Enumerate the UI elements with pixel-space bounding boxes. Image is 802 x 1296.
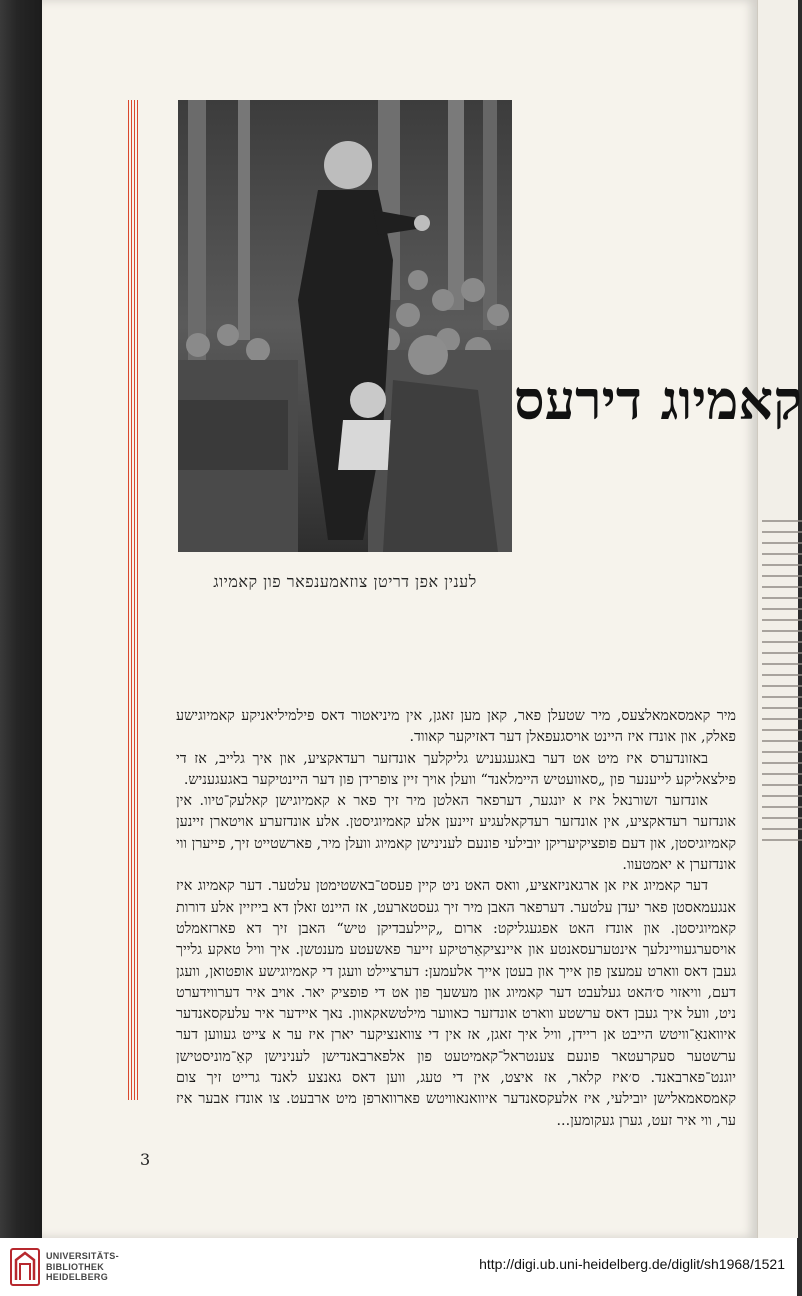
lenin-painting-photo	[178, 100, 512, 552]
photo-illustration	[178, 100, 512, 552]
paragraph-2: באזונדערס איז מיט אט דער באגעגעניש גליקלעך אונדזער רעדאקציע, און איך גלייב, אז די פילצאליקע לייענער פון „סאוועטיש היימלאנד“ וועלן אויך זיין צופרידן פון דער היינטיקער באגעגעניש.	[176, 750, 736, 788]
next-page-text-lines	[762, 520, 802, 850]
page-number: 3	[140, 1150, 151, 1169]
university-seal-icon[interactable]	[10, 1248, 40, 1286]
decorative-border	[128, 100, 140, 1100]
library-name[interactable]: UNIVERSITÄTS- BIBLIOTHEK HEIDELBERG	[46, 1251, 119, 1282]
paragraph-3: אונדזער זשורנאל איז א יונגער, דערפאר האלטן מיר זיך פאר א קאמיוגישן קאלעק־טיוו. אין אונדזער רעדאקציע, אין אונדזער רעדקאלעגיע זיינען אלע קאמיוגיסטן. אלע אונדזערע אויטארן זיינען קאמיוגיסטן, און דעם פופציקיעריקן יובילעי פונעם לענינישן קאמיוג וועלן מיר, פארשטייט זיך, פייערן ווי אונדזערן א יאמטעוו.	[176, 793, 736, 874]
paragraph-1: מיר קאמסאמאלצעס, מיר שטעלן פאר, קאן מען זאגן, אין מיניאטור דאס פילמיליאניקע קאמיוגישע פאלק, און אונדז איז היינט אויסגעפאלן דער דאזיקער קאווד.	[176, 708, 736, 746]
article-body	[176, 706, 736, 1132]
next-page-edge	[513, 0, 802, 1238]
viewer-footer	[0, 1238, 797, 1296]
photo-caption: לענין אפן דריטן צוזאמענפאר פון קאמיוג	[213, 572, 477, 591]
paragraph-4: דער קאמיוג איז אן ארגאניזאציע, וואס האט ניט קיין פעסט־באשטימטן עלטער. דער קאמיוג איז אנגעמאסטן פאר יעדן עלטער. דערפאר האבן מיר זיך געסטארעט, אז היינט זאלן דא בייזיין אלע דורות קאמיוגיסטן. און אונדז האט אפגעגליקט: ארום „קיילעבדיקן טיש“ האבן זיך דא פארזאמלט אויסערגעוויינלעך אינטערעסאנטע און איינציקאַרטיקע זייער פאשעטע מענטשן. איך וויל טאקע גלייך געבן דאס ווארט עמעצן פון אייך און בעטן אייך אלעמען: דערציילט וועגן די קאמיוגישע אופטואן, וועגן דעם, וויאזוי ס׳האט געלעבט דער קאמיוג און מעשעך פון אט די פופציק יאר. אויב איר דערווידערט ניט, וועל איך געבן דאס ערשטע ווארט אונדזער כאווער מילטשאקאוון. נאך איידער איר עלעקסאנדער איוואנאַ־וויטש הייבט אן ריידן, וויל איך זאגן, אז אין די צוואנציקער יארן איז ער א צייט געווען דער ערשטער סעקרעטאר פונעם צענטראל־קאמיטעט פון אלפארבאנדישן לענינישן קאַ־מוניסטישן יוגנט־פארבאנד. ס׳איז קלאר, אז איצט, אין די טעג, ווען דאס גאנצע לאנד גרייט זיך צום קאמסאמאלישן יובילעי, איז אלעקסאנדער איוואנאוויטש פארווארפן מיט ארבעט. צו אונדז אבער איז ער, ווי איר זעט, גערן געקומען...	[176, 878, 736, 1129]
next-page-heading: קאמיוג דירעס	[513, 368, 802, 432]
book-spine	[0, 0, 42, 1238]
permalink-url[interactable]: http://digi.ub.uni-heidelberg.de/diglit/sh1968/1521	[479, 1256, 785, 1272]
